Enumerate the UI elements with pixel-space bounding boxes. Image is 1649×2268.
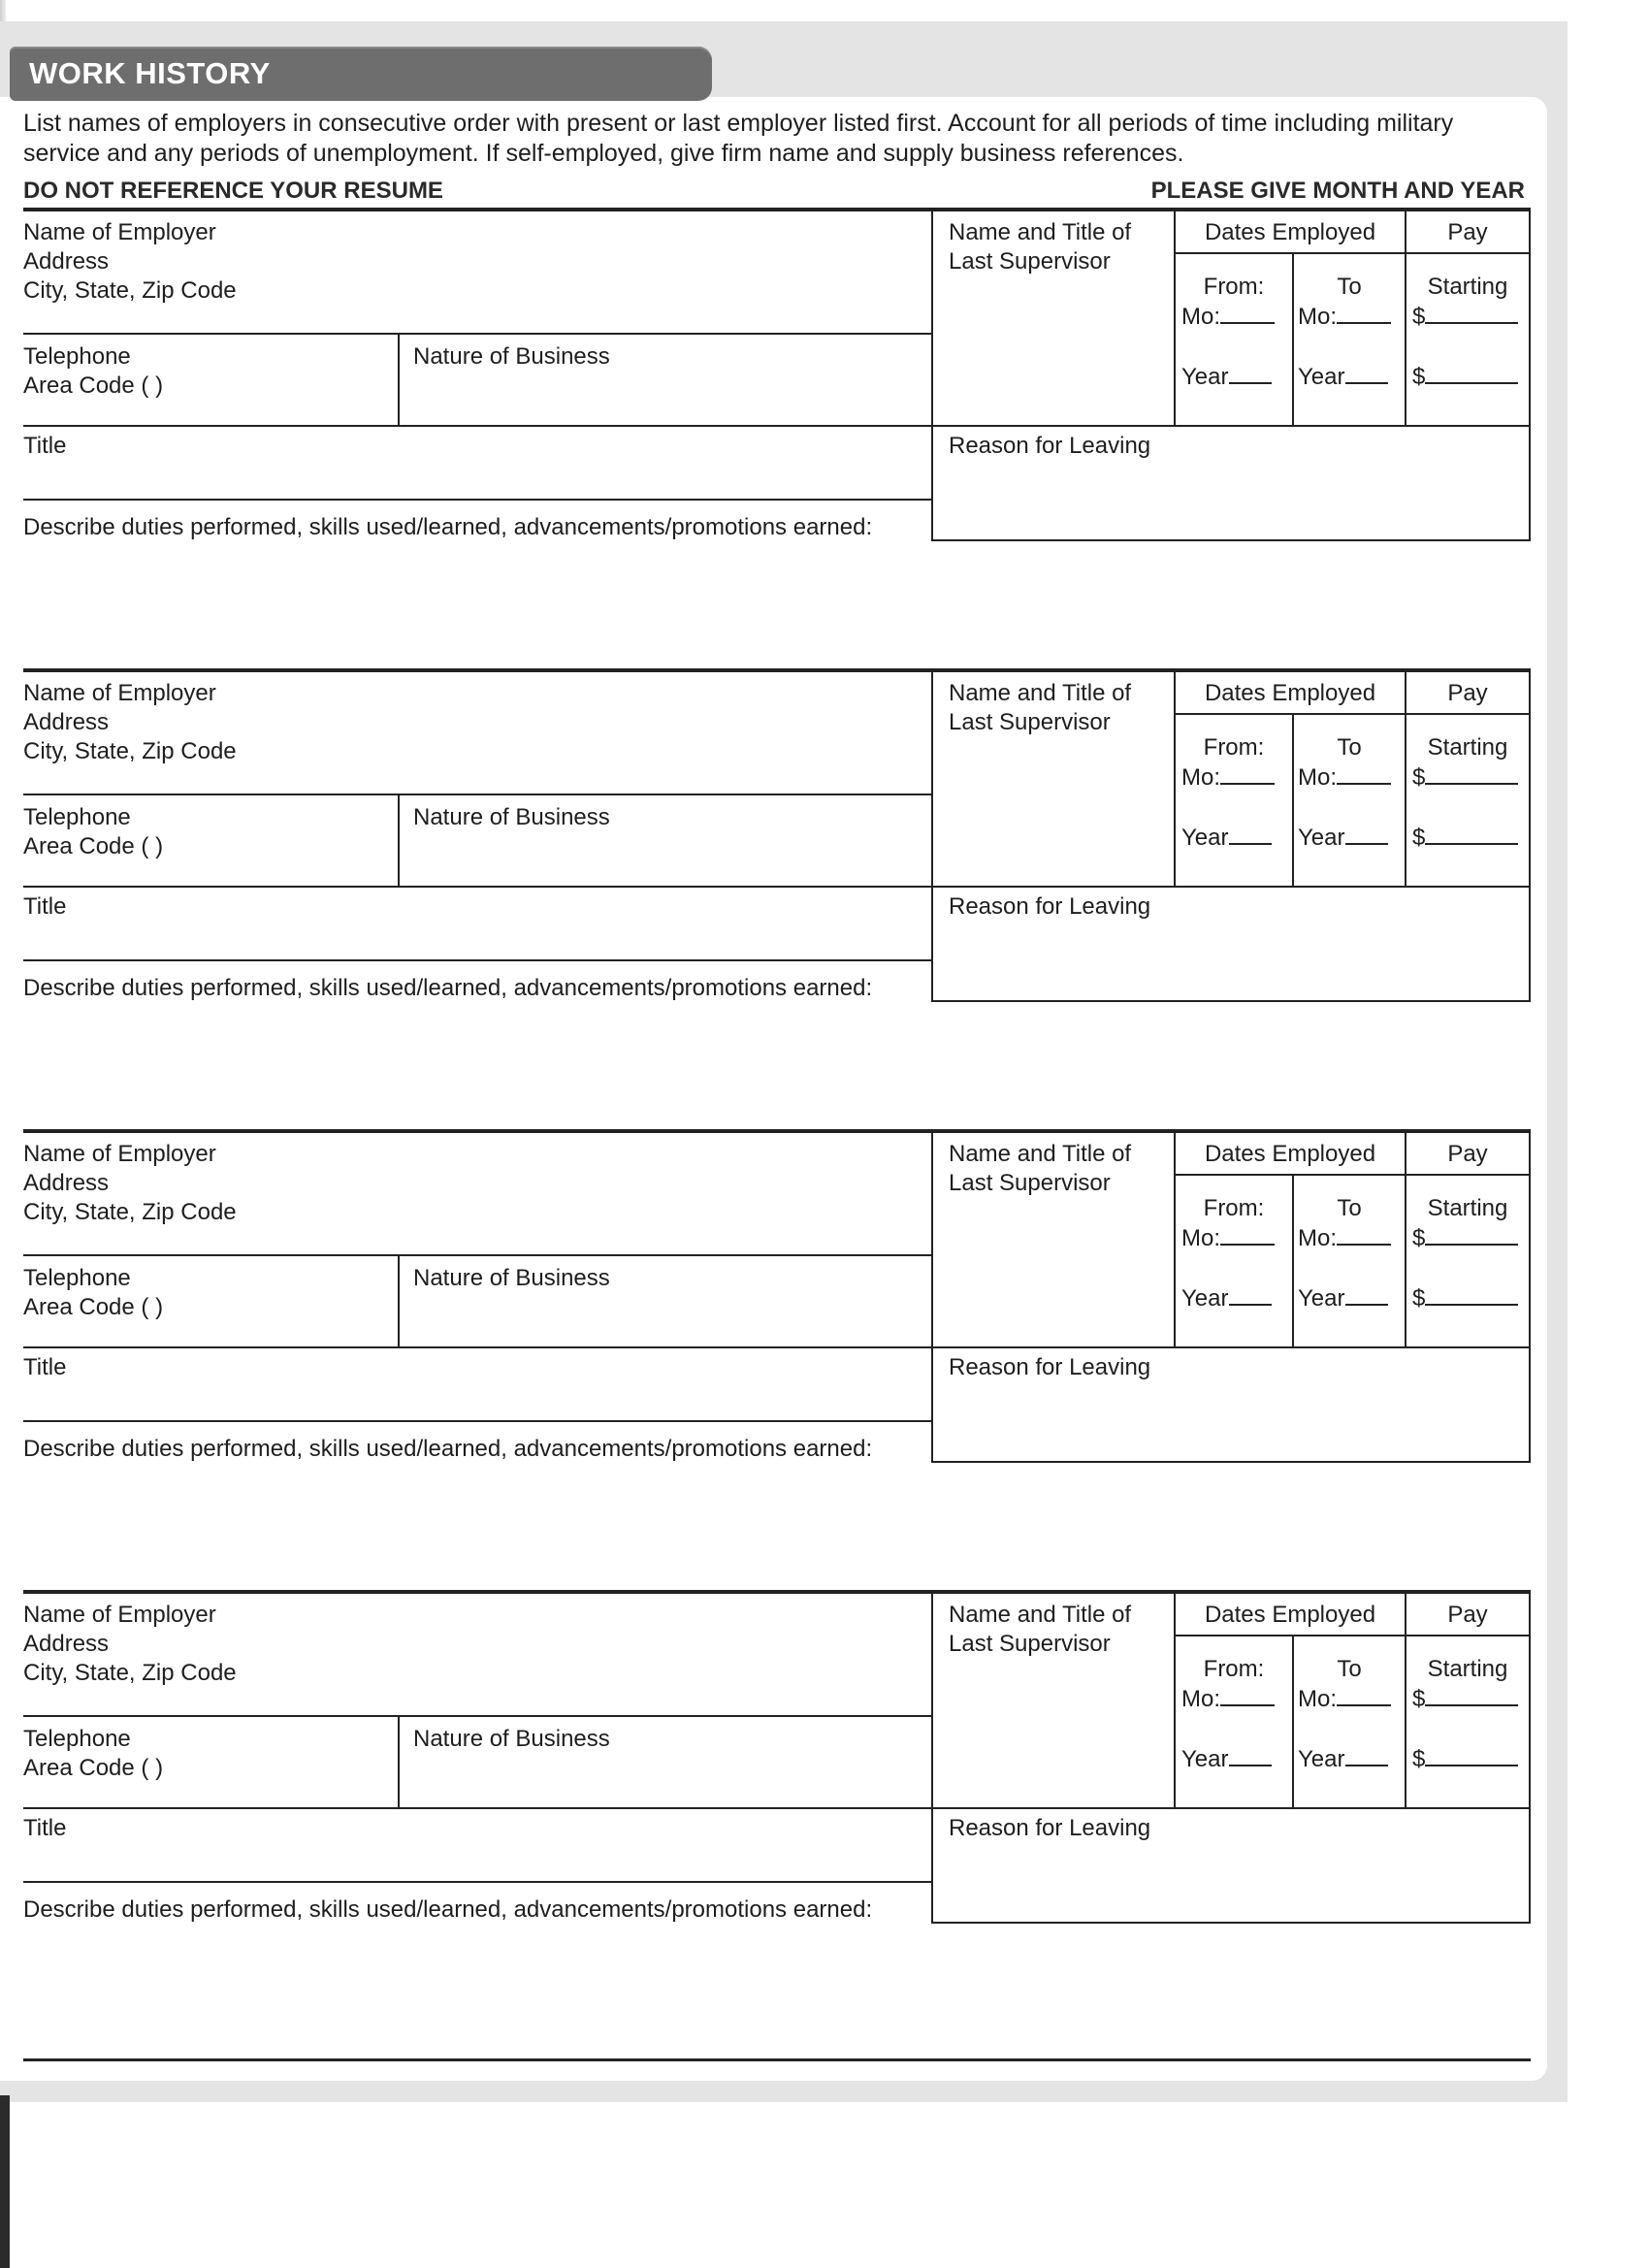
section-title: WORK HISTORY [29,56,271,90]
bottom-rule [23,2058,1531,2061]
address-divider [23,1715,933,1717]
dates-employed-label: Dates Employed [1204,680,1376,706]
from-label: From: [1203,274,1265,300]
nature-divider [398,333,400,427]
starting-pay-field[interactable] [1412,761,1518,793]
from-month-field-label: Mo: [1181,764,1221,791]
dates-employed-label: Dates Employed [1204,219,1376,245]
title-label: Title [23,433,67,459]
reason-for-leaving-label: Reason for Leaving [949,893,1151,920]
ending-pay-field-label: $ [1412,1746,1426,1772]
pay-label: Pay [1447,1602,1488,1628]
from-year-field[interactable] [1181,361,1272,392]
entry-top-rule [23,1129,1531,1133]
employer-entry [23,1129,1531,1478]
right-panel-right [1529,668,1531,1002]
to-label: To [1337,734,1362,761]
supervisor-label-line2: Last Supervisor [949,709,1111,735]
right-panel-right [1529,208,1531,541]
title-divider [23,959,933,961]
supervisor-label-line1: Name and Title of [949,219,1132,245]
starting-pay-field-blank[interactable] [1425,301,1518,324]
address-divider [23,794,933,795]
to-month-field[interactable] [1298,1683,1391,1714]
starting-pay-field-label: $ [1412,1686,1426,1712]
ending-pay-field-label: $ [1412,825,1426,851]
to-year-field-blank[interactable] [1345,1282,1388,1306]
area-code-label: Area Code ( ) [23,833,164,859]
dates-employed-label: Dates Employed [1204,1141,1376,1167]
address-label: Address [23,1170,110,1196]
from-month-field-blank[interactable] [1220,761,1275,785]
telephone-label: Telephone [23,804,131,830]
title-label: Title [23,893,67,920]
to-label: To [1337,1656,1362,1682]
to-year-field-blank[interactable] [1345,1743,1388,1766]
right-panel-left [931,1129,933,1463]
starting-label: Starting [1427,734,1508,761]
starting-pay-field-label: $ [1412,1225,1426,1251]
area-code-label: Area Code ( ) [23,1755,164,1781]
starting-pay-field[interactable] [1412,301,1518,332]
ending-pay-field[interactable] [1412,1282,1518,1313]
supervisor-label-line1: Name and Title of [949,1602,1132,1628]
from-month-field[interactable] [1181,1683,1275,1714]
from-month-field-label: Mo: [1181,304,1221,330]
employer-entry [23,1590,1531,1939]
to-month-field-blank[interactable] [1337,1222,1391,1246]
to-year-field-label: Year [1298,364,1345,390]
duties-label: Describe duties performed, skills used/learned, advancements/promotions earned: [23,514,873,540]
from-year-field[interactable] [1181,822,1272,853]
title-divider [23,1420,933,1422]
duties-label: Describe duties performed, skills used/learned, advancements/promotions earned: [23,1896,873,1923]
from-month-field-label: Mo: [1181,1225,1221,1251]
nature-divider [398,794,400,888]
starting-pay-field-blank[interactable] [1425,761,1518,785]
from-label: From: [1203,1195,1265,1221]
title-label: Title [23,1815,67,1841]
to-month-field[interactable] [1298,1222,1391,1253]
address-label: Address [23,709,110,735]
area-code-label: Area Code ( ) [23,1294,164,1320]
nature-of-business-label: Nature of Business [413,1726,610,1752]
from-year-field-blank[interactable] [1229,1282,1272,1306]
resume-note: DO NOT REFERENCE YOUR RESUME [23,178,443,204]
city-state-zip-label: City, State, Zip Code [23,738,237,764]
to-month-field-blank[interactable] [1337,1683,1391,1706]
reason-bottom [933,539,1531,541]
pay-label: Pay [1447,1141,1488,1167]
right-panel-right [1529,1590,1531,1924]
employer-name-label: Name of Employer [23,680,216,706]
starting-pay-field-label: $ [1412,764,1426,791]
from-month-field[interactable] [1181,301,1275,332]
to-label: To [1337,274,1362,300]
to-year-field-label: Year [1298,1285,1345,1312]
ending-pay-field[interactable] [1412,1743,1518,1774]
pay-label: Pay [1447,680,1488,706]
business-divider [23,425,1531,427]
starting-pay-field-blank[interactable] [1425,1683,1518,1706]
to-year-field[interactable] [1298,361,1388,392]
to-year-field-label: Year [1298,825,1345,851]
to-year-field-label: Year [1298,1746,1345,1772]
to-month-field[interactable] [1298,761,1391,793]
duties-label: Describe duties performed, skills used/learned, advancements/promotions earned: [23,975,873,1001]
title-divider [23,1881,933,1883]
nature-divider [398,1254,400,1348]
entry-top-rule [23,1590,1531,1594]
address-divider [23,333,933,335]
address-label: Address [23,248,110,275]
starting-label: Starting [1427,1656,1508,1682]
city-state-zip-label: City, State, Zip Code [23,1660,237,1686]
business-divider [23,1807,1531,1809]
to-label: To [1337,1195,1362,1221]
from-label: From: [1203,734,1265,761]
starting-pay-field[interactable] [1412,1222,1518,1253]
reason-bottom [933,1000,1531,1002]
reason-for-leaving-label: Reason for Leaving [949,1815,1151,1841]
ending-pay-field-label: $ [1412,1285,1426,1312]
address-label: Address [23,1631,110,1657]
supervisor-label-line1: Name and Title of [949,1141,1132,1167]
nature-of-business-label: Nature of Business [413,1265,610,1291]
nature-of-business-label: Nature of Business [413,343,610,370]
starting-label: Starting [1427,274,1508,300]
dates-header-divider [1176,1635,1531,1636]
title-label: Title [23,1354,67,1380]
entry-top-rule [23,668,1531,672]
from-year-field-label: Year [1181,1285,1229,1312]
duties-label: Describe duties performed, skills used/learned, advancements/promotions earned: [23,1436,873,1462]
entry-top-rule [23,208,1531,211]
from-year-field-blank[interactable] [1229,822,1272,845]
business-divider [23,886,1531,888]
city-state-zip-label: City, State, Zip Code [23,1199,237,1225]
section-header [10,47,712,101]
starting-pay-field-label: $ [1412,304,1426,330]
to-year-field-blank[interactable] [1345,822,1388,845]
to-month-field[interactable] [1298,301,1391,332]
dates-header-divider [1176,1174,1531,1176]
starting-pay-field[interactable] [1412,1683,1518,1714]
to-month-field-label: Mo: [1298,304,1338,330]
instructions-text: List names of employers in consecutive order with present or last employer listed first. Account for all periods of time including military service and any periods of unemployment. If self-employed, give firm name and supply business references. [23,110,1454,167]
ending-pay-field-blank[interactable] [1425,1282,1518,1306]
from-month-field-blank[interactable] [1220,1683,1275,1706]
from-month-field[interactable] [1181,1222,1275,1253]
ending-pay-field-blank[interactable] [1425,1743,1518,1766]
from-month-field-blank[interactable] [1220,301,1275,324]
supervisor-label-line2: Last Supervisor [949,1170,1111,1196]
employer-name-label: Name of Employer [23,1141,216,1167]
right-panel-right [1529,1129,1531,1463]
employer-name-label: Name of Employer [23,219,216,245]
nature-of-business-label: Nature of Business [413,804,610,830]
to-month-field-label: Mo: [1298,1686,1338,1712]
employer-entry [23,668,1531,1018]
reason-for-leaving-label: Reason for Leaving [949,1354,1151,1380]
starting-pay-field-blank[interactable] [1425,1222,1518,1246]
to-month-field-label: Mo: [1298,1225,1338,1251]
from-month-field-label: Mo: [1181,1686,1221,1712]
to-month-field-label: Mo: [1298,764,1338,791]
reason-for-leaving-label: Reason for Leaving [949,433,1151,459]
reason-bottom [933,1461,1531,1463]
dates-header-divider [1176,713,1531,715]
supervisor-label-line2: Last Supervisor [949,1631,1111,1657]
ending-pay-field-blank[interactable] [1425,822,1518,845]
employer-entry [23,208,1531,557]
supervisor-label-line2: Last Supervisor [949,248,1111,275]
ending-pay-field-blank[interactable] [1425,361,1518,384]
to-year-field[interactable] [1298,1282,1388,1313]
from-month-field[interactable] [1181,761,1275,793]
dates-header-divider [1176,252,1531,254]
telephone-label: Telephone [23,343,131,370]
telephone-label: Telephone [23,1265,131,1291]
to-year-field[interactable] [1298,822,1388,853]
month-year-note: PLEASE GIVE MONTH AND YEAR [1150,178,1525,204]
from-year-field-blank[interactable] [1229,1743,1272,1766]
city-state-zip-label: City, State, Zip Code [23,277,237,304]
ending-pay-field-label: $ [1412,364,1426,390]
address-divider [23,1254,933,1256]
right-panel-left [931,1590,933,1924]
ending-pay-field[interactable] [1412,361,1518,392]
pay-label: Pay [1447,219,1488,245]
from-year-field[interactable] [1181,1282,1272,1313]
dates-employed-label: Dates Employed [1204,1602,1376,1628]
starting-label: Starting [1427,1195,1508,1221]
supervisor-label-line1: Name and Title of [949,680,1132,706]
scan-shadow [0,2095,10,2268]
right-panel-left [931,208,933,541]
from-label: From: [1203,1656,1265,1682]
from-year-field-blank[interactable] [1229,361,1272,384]
business-divider [23,1346,1531,1348]
from-year-field-label: Year [1181,1746,1229,1772]
from-year-field[interactable] [1181,1743,1272,1774]
title-divider [23,499,933,501]
to-year-field-blank[interactable] [1345,361,1388,384]
to-year-field[interactable] [1298,1743,1388,1774]
from-month-field-blank[interactable] [1220,1222,1275,1246]
employer-name-label: Name of Employer [23,1602,216,1628]
nature-divider [398,1715,400,1809]
from-year-field-label: Year [1181,825,1229,851]
from-year-field-label: Year [1181,364,1229,390]
reason-bottom [933,1922,1531,1924]
to-month-field-blank[interactable] [1337,761,1391,785]
right-panel-left [931,668,933,1002]
area-code-label: Area Code ( ) [23,373,164,399]
telephone-label: Telephone [23,1726,131,1752]
to-month-field-blank[interactable] [1337,301,1391,324]
ending-pay-field[interactable] [1412,822,1518,853]
